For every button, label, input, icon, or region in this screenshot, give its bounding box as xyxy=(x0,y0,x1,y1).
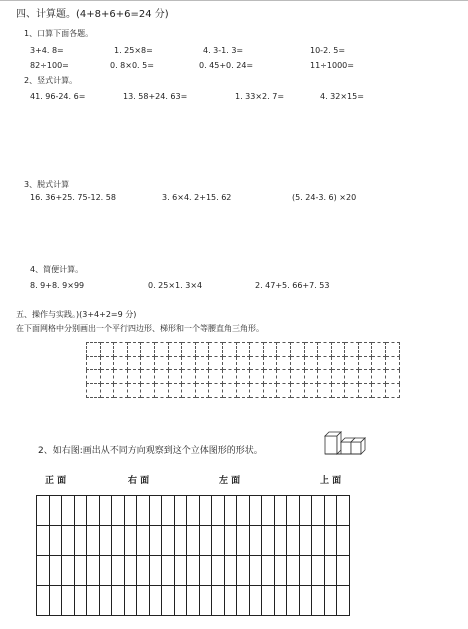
view-label-front: 正 面 xyxy=(45,476,67,486)
grid-cell[interactable] xyxy=(304,343,318,357)
grid-cell[interactable] xyxy=(274,496,287,526)
grid-cell[interactable] xyxy=(262,586,275,616)
grid-cell[interactable] xyxy=(274,526,287,556)
grid-cell[interactable] xyxy=(100,343,114,357)
grid-cell[interactable] xyxy=(168,384,182,398)
q2-item: 13. 58+24. 63= xyxy=(123,92,188,101)
grid-cell[interactable] xyxy=(287,556,300,586)
grid-cell[interactable] xyxy=(212,586,225,616)
grid-cell[interactable] xyxy=(224,526,237,556)
grid-cell[interactable] xyxy=(199,586,212,616)
grid-cell[interactable] xyxy=(37,556,50,586)
grid-cell[interactable] xyxy=(277,356,291,370)
grid-cell[interactable] xyxy=(262,496,275,526)
grid-cell[interactable] xyxy=(114,384,128,398)
q2-item: 41. 96-24. 6= xyxy=(30,92,86,101)
grid-cell[interactable] xyxy=(49,556,62,586)
grid-cell[interactable] xyxy=(162,526,175,556)
grid-cell[interactable] xyxy=(331,343,345,357)
grid-cell[interactable] xyxy=(222,356,236,370)
view-label-right: 右 面 xyxy=(128,476,150,486)
grid-cell[interactable] xyxy=(337,496,350,526)
grid-cell[interactable] xyxy=(250,384,264,398)
grid-cell[interactable] xyxy=(162,556,175,586)
grid-cell[interactable] xyxy=(37,496,50,526)
grid-cell[interactable] xyxy=(62,496,75,526)
grid-cell[interactable] xyxy=(287,526,300,556)
grid-cell[interactable] xyxy=(74,556,87,586)
grid-cell[interactable] xyxy=(112,526,125,556)
grid-cell[interactable] xyxy=(87,343,101,357)
grid-cell[interactable] xyxy=(87,370,101,384)
grid-cell[interactable] xyxy=(249,526,262,556)
grid-cell[interactable] xyxy=(174,526,187,556)
q2-item: 4. 32×15= xyxy=(320,92,364,101)
view-label-top: 上 面 xyxy=(320,476,342,486)
grid-cell[interactable] xyxy=(290,356,304,370)
grid-cell[interactable] xyxy=(112,586,125,616)
grid-cell[interactable] xyxy=(222,370,236,384)
q1-item: 0. 45+0. 24= xyxy=(199,61,254,70)
grid-row xyxy=(87,356,400,370)
q1-item: 0. 8×0. 5= xyxy=(110,61,154,70)
grid-cell[interactable] xyxy=(224,496,237,526)
grid-cell[interactable] xyxy=(114,370,128,384)
grid-cell[interactable] xyxy=(312,526,325,556)
grid-cell[interactable] xyxy=(274,556,287,586)
grid-cell[interactable] xyxy=(99,556,112,586)
grid-cell[interactable] xyxy=(386,343,400,357)
grid-cell[interactable] xyxy=(141,370,155,384)
grid-cell[interactable] xyxy=(168,356,182,370)
q1-item: 11÷1000= xyxy=(310,61,354,70)
grid-cell[interactable] xyxy=(87,586,100,616)
grid-cell[interactable] xyxy=(37,586,50,616)
grid-cell[interactable] xyxy=(49,586,62,616)
grid-cell[interactable] xyxy=(127,343,141,357)
grid-cell[interactable] xyxy=(124,496,137,526)
q1-item: 4. 3-1. 3= xyxy=(203,46,244,55)
grid-cell[interactable] xyxy=(137,526,150,556)
grid-cell[interactable] xyxy=(299,586,312,616)
grid-cell[interactable] xyxy=(224,556,237,586)
grid-cell[interactable] xyxy=(114,343,128,357)
grid-cell[interactable] xyxy=(137,586,150,616)
grid-cell[interactable] xyxy=(174,586,187,616)
grid-cell[interactable] xyxy=(312,586,325,616)
grid-cell[interactable] xyxy=(263,370,277,384)
grid-cell[interactable] xyxy=(224,586,237,616)
grid-cell[interactable] xyxy=(182,343,196,357)
grid-cell[interactable] xyxy=(149,496,162,526)
grid-cell[interactable] xyxy=(386,356,400,370)
grid-cell[interactable] xyxy=(62,586,75,616)
top-rule xyxy=(0,0,468,1)
grid-cell[interactable] xyxy=(49,526,62,556)
grid-cell[interactable] xyxy=(312,496,325,526)
grid-cell[interactable] xyxy=(324,556,337,586)
grid-cell[interactable] xyxy=(237,556,250,586)
grid-cell[interactable] xyxy=(212,556,225,586)
view-label-left: 左 面 xyxy=(219,476,241,486)
grid-cell[interactable] xyxy=(345,356,359,370)
grid-cell[interactable] xyxy=(304,370,318,384)
grid-row xyxy=(37,586,350,616)
grid-cell[interactable] xyxy=(237,526,250,556)
solid-drawing-grid[interactable] xyxy=(36,495,350,616)
grid-cell[interactable] xyxy=(37,526,50,556)
q1-item: 3+4. 8= xyxy=(30,46,64,55)
grid-cell[interactable] xyxy=(154,370,168,384)
grid-cell[interactable] xyxy=(263,356,277,370)
q2-item: 1. 33×2. 7= xyxy=(235,92,285,101)
dashed-drawing-grid[interactable] xyxy=(86,342,400,398)
grid-cell[interactable] xyxy=(149,526,162,556)
grid-cell[interactable] xyxy=(124,586,137,616)
grid-cell[interactable] xyxy=(174,556,187,586)
grid-cell[interactable] xyxy=(304,384,318,398)
grid-cell[interactable] xyxy=(209,356,223,370)
grid-cell[interactable] xyxy=(250,370,264,384)
grid-cell[interactable] xyxy=(331,370,345,384)
grid-cell[interactable] xyxy=(263,384,277,398)
grid-cell[interactable] xyxy=(99,496,112,526)
q3-heading: 3、脱式计算 xyxy=(24,180,70,189)
grid-cell[interactable] xyxy=(174,496,187,526)
grid-cell[interactable] xyxy=(345,384,359,398)
grid-cell[interactable] xyxy=(262,556,275,586)
grid-cell[interactable] xyxy=(318,370,332,384)
grid-cell[interactable] xyxy=(358,370,372,384)
grid-cell[interactable] xyxy=(99,526,112,556)
grid-row xyxy=(37,526,350,556)
grid-cell[interactable] xyxy=(249,556,262,586)
grid-cell[interactable] xyxy=(137,496,150,526)
grid-cell[interactable] xyxy=(318,384,332,398)
grid-cell[interactable] xyxy=(299,496,312,526)
grid-cell[interactable] xyxy=(168,370,182,384)
grid-cell[interactable] xyxy=(299,556,312,586)
grid-cell[interactable] xyxy=(331,356,345,370)
grid-cell[interactable] xyxy=(195,343,209,357)
grid-cell[interactable] xyxy=(299,526,312,556)
grid-cell[interactable] xyxy=(62,526,75,556)
grid-cell[interactable] xyxy=(263,343,277,357)
grid-cell[interactable] xyxy=(74,496,87,526)
grid-cell[interactable] xyxy=(250,343,264,357)
grid-cell[interactable] xyxy=(212,496,225,526)
grid-cell[interactable] xyxy=(222,343,236,357)
q3-item: (5. 24-3. 6) ×20 xyxy=(292,193,357,202)
grid-cell[interactable] xyxy=(114,356,128,370)
grid-cell[interactable] xyxy=(154,343,168,357)
grid-cell[interactable] xyxy=(127,356,141,370)
grid-cell[interactable] xyxy=(324,526,337,556)
grid-cell[interactable] xyxy=(168,343,182,357)
grid-cell[interactable] xyxy=(236,356,250,370)
grid-cell[interactable] xyxy=(99,586,112,616)
section4-title: 四、计算题。(4+8+6+6=24 分) xyxy=(16,9,169,20)
grid-cell[interactable] xyxy=(290,384,304,398)
grid-cell[interactable] xyxy=(100,370,114,384)
grid-cell[interactable] xyxy=(187,556,200,586)
grid-cell[interactable] xyxy=(195,384,209,398)
grid-cell[interactable] xyxy=(287,496,300,526)
grid-cell[interactable] xyxy=(222,384,236,398)
q4-item: 0. 25×1. 3×4 xyxy=(148,281,203,290)
grid-row xyxy=(87,384,400,398)
grid-cell[interactable] xyxy=(337,556,350,586)
grid-cell[interactable] xyxy=(162,496,175,526)
section5-q2-text: 2、如右图:画出从不同方向观察到这个立体图形的形状。 xyxy=(38,446,263,456)
grid-cell[interactable] xyxy=(199,526,212,556)
grid-cell[interactable] xyxy=(62,556,75,586)
grid-cell[interactable] xyxy=(154,384,168,398)
grid-cell[interactable] xyxy=(199,556,212,586)
grid-cell[interactable] xyxy=(237,496,250,526)
solid-figure-image xyxy=(322,430,368,456)
q1-item: 82÷100= xyxy=(30,61,69,70)
grid-cell[interactable] xyxy=(345,370,359,384)
grid-cell[interactable] xyxy=(304,356,318,370)
grid-row xyxy=(87,343,400,357)
grid-cell[interactable] xyxy=(154,356,168,370)
grid-cell[interactable] xyxy=(277,370,291,384)
grid-cell[interactable] xyxy=(236,384,250,398)
grid-cell[interactable] xyxy=(87,496,100,526)
grid-cell[interactable] xyxy=(127,370,141,384)
grid-cell[interactable] xyxy=(324,496,337,526)
grid-cell[interactable] xyxy=(124,526,137,556)
grid-cell[interactable] xyxy=(127,384,141,398)
grid-cell[interactable] xyxy=(182,384,196,398)
grid-cell[interactable] xyxy=(187,526,200,556)
grid-cell[interactable] xyxy=(337,586,350,616)
grid-cell[interactable] xyxy=(187,496,200,526)
grid-cell[interactable] xyxy=(209,384,223,398)
grid-cell[interactable] xyxy=(290,343,304,357)
grid-cell[interactable] xyxy=(372,356,386,370)
grid-cell[interactable] xyxy=(137,556,150,586)
grid-cell[interactable] xyxy=(318,343,332,357)
grid-cell[interactable] xyxy=(262,526,275,556)
section5-title: 五、操作与实践。)(3+4+2=9 分) xyxy=(16,310,137,319)
q3-item: 3. 6×4. 2+15. 62 xyxy=(162,193,232,202)
grid-cell[interactable] xyxy=(87,384,101,398)
grid-cell[interactable] xyxy=(195,356,209,370)
grid-cell[interactable] xyxy=(149,586,162,616)
grid-cell[interactable] xyxy=(141,343,155,357)
q2-heading: 2、竖式计算。 xyxy=(24,76,78,85)
grid-cell[interactable] xyxy=(331,384,345,398)
q4-item: 8. 9+8. 9×99 xyxy=(30,281,85,290)
section5-q1-text: 在下面网格中分别画出一个平行四边形、梯形和一个等腰直角三角形。 xyxy=(16,324,264,333)
grid-cell[interactable] xyxy=(141,384,155,398)
grid-cell[interactable] xyxy=(209,370,223,384)
q4-heading: 4、简便计算。 xyxy=(30,265,84,274)
q4-item: 2. 47+5. 66+7. 53 xyxy=(255,281,330,290)
grid-cell[interactable] xyxy=(277,343,291,357)
grid-cell[interactable] xyxy=(290,370,304,384)
grid-cell[interactable] xyxy=(87,556,100,586)
grid-cell[interactable] xyxy=(318,356,332,370)
grid-cell[interactable] xyxy=(324,586,337,616)
grid-cell[interactable] xyxy=(209,343,223,357)
grid-cell[interactable] xyxy=(277,384,291,398)
grid-cell[interactable] xyxy=(112,556,125,586)
grid-cell[interactable] xyxy=(74,526,87,556)
grid-cell[interactable] xyxy=(236,370,250,384)
grid-cell[interactable] xyxy=(249,586,262,616)
grid-cell[interactable] xyxy=(236,343,250,357)
q1-heading: 1、口算下面各题。 xyxy=(24,29,94,38)
grid-cell[interactable] xyxy=(386,384,400,398)
grid-cell[interactable] xyxy=(287,586,300,616)
q1-item: 1. 25×8= xyxy=(114,46,153,55)
grid-cell[interactable] xyxy=(100,384,114,398)
grid-cell[interactable] xyxy=(182,370,196,384)
q1-item: 10-2. 5= xyxy=(310,46,346,55)
grid-cell[interactable] xyxy=(100,356,114,370)
grid-cell[interactable] xyxy=(249,496,262,526)
grid-cell[interactable] xyxy=(386,370,400,384)
grid-cell[interactable] xyxy=(274,586,287,616)
grid-cell[interactable] xyxy=(250,356,264,370)
grid-cell[interactable] xyxy=(199,496,212,526)
grid-cell[interactable] xyxy=(195,370,209,384)
grid-row xyxy=(37,496,350,526)
grid-cell[interactable] xyxy=(112,496,125,526)
grid-row xyxy=(37,556,350,586)
grid-cell[interactable] xyxy=(337,526,350,556)
grid-cell[interactable] xyxy=(87,356,101,370)
grid-cell[interactable] xyxy=(182,356,196,370)
grid-cell[interactable] xyxy=(345,343,359,357)
grid-cell[interactable] xyxy=(372,370,386,384)
grid-cell[interactable] xyxy=(74,586,87,616)
grid-cell[interactable] xyxy=(87,526,100,556)
grid-cell[interactable] xyxy=(187,586,200,616)
grid-cell[interactable] xyxy=(312,556,325,586)
grid-cell[interactable] xyxy=(358,356,372,370)
grid-cell[interactable] xyxy=(49,496,62,526)
grid-cell[interactable] xyxy=(162,586,175,616)
grid-cell[interactable] xyxy=(237,586,250,616)
grid-cell[interactable] xyxy=(149,556,162,586)
grid-cell[interactable] xyxy=(372,343,386,357)
grid-cell[interactable] xyxy=(372,384,386,398)
grid-row xyxy=(87,370,400,384)
grid-cell[interactable] xyxy=(124,556,137,586)
grid-cell[interactable] xyxy=(358,343,372,357)
q3-item: 16. 36+25. 75-12. 58 xyxy=(30,193,116,202)
grid-cell[interactable] xyxy=(212,526,225,556)
grid-cell[interactable] xyxy=(141,356,155,370)
grid-cell[interactable] xyxy=(358,384,372,398)
